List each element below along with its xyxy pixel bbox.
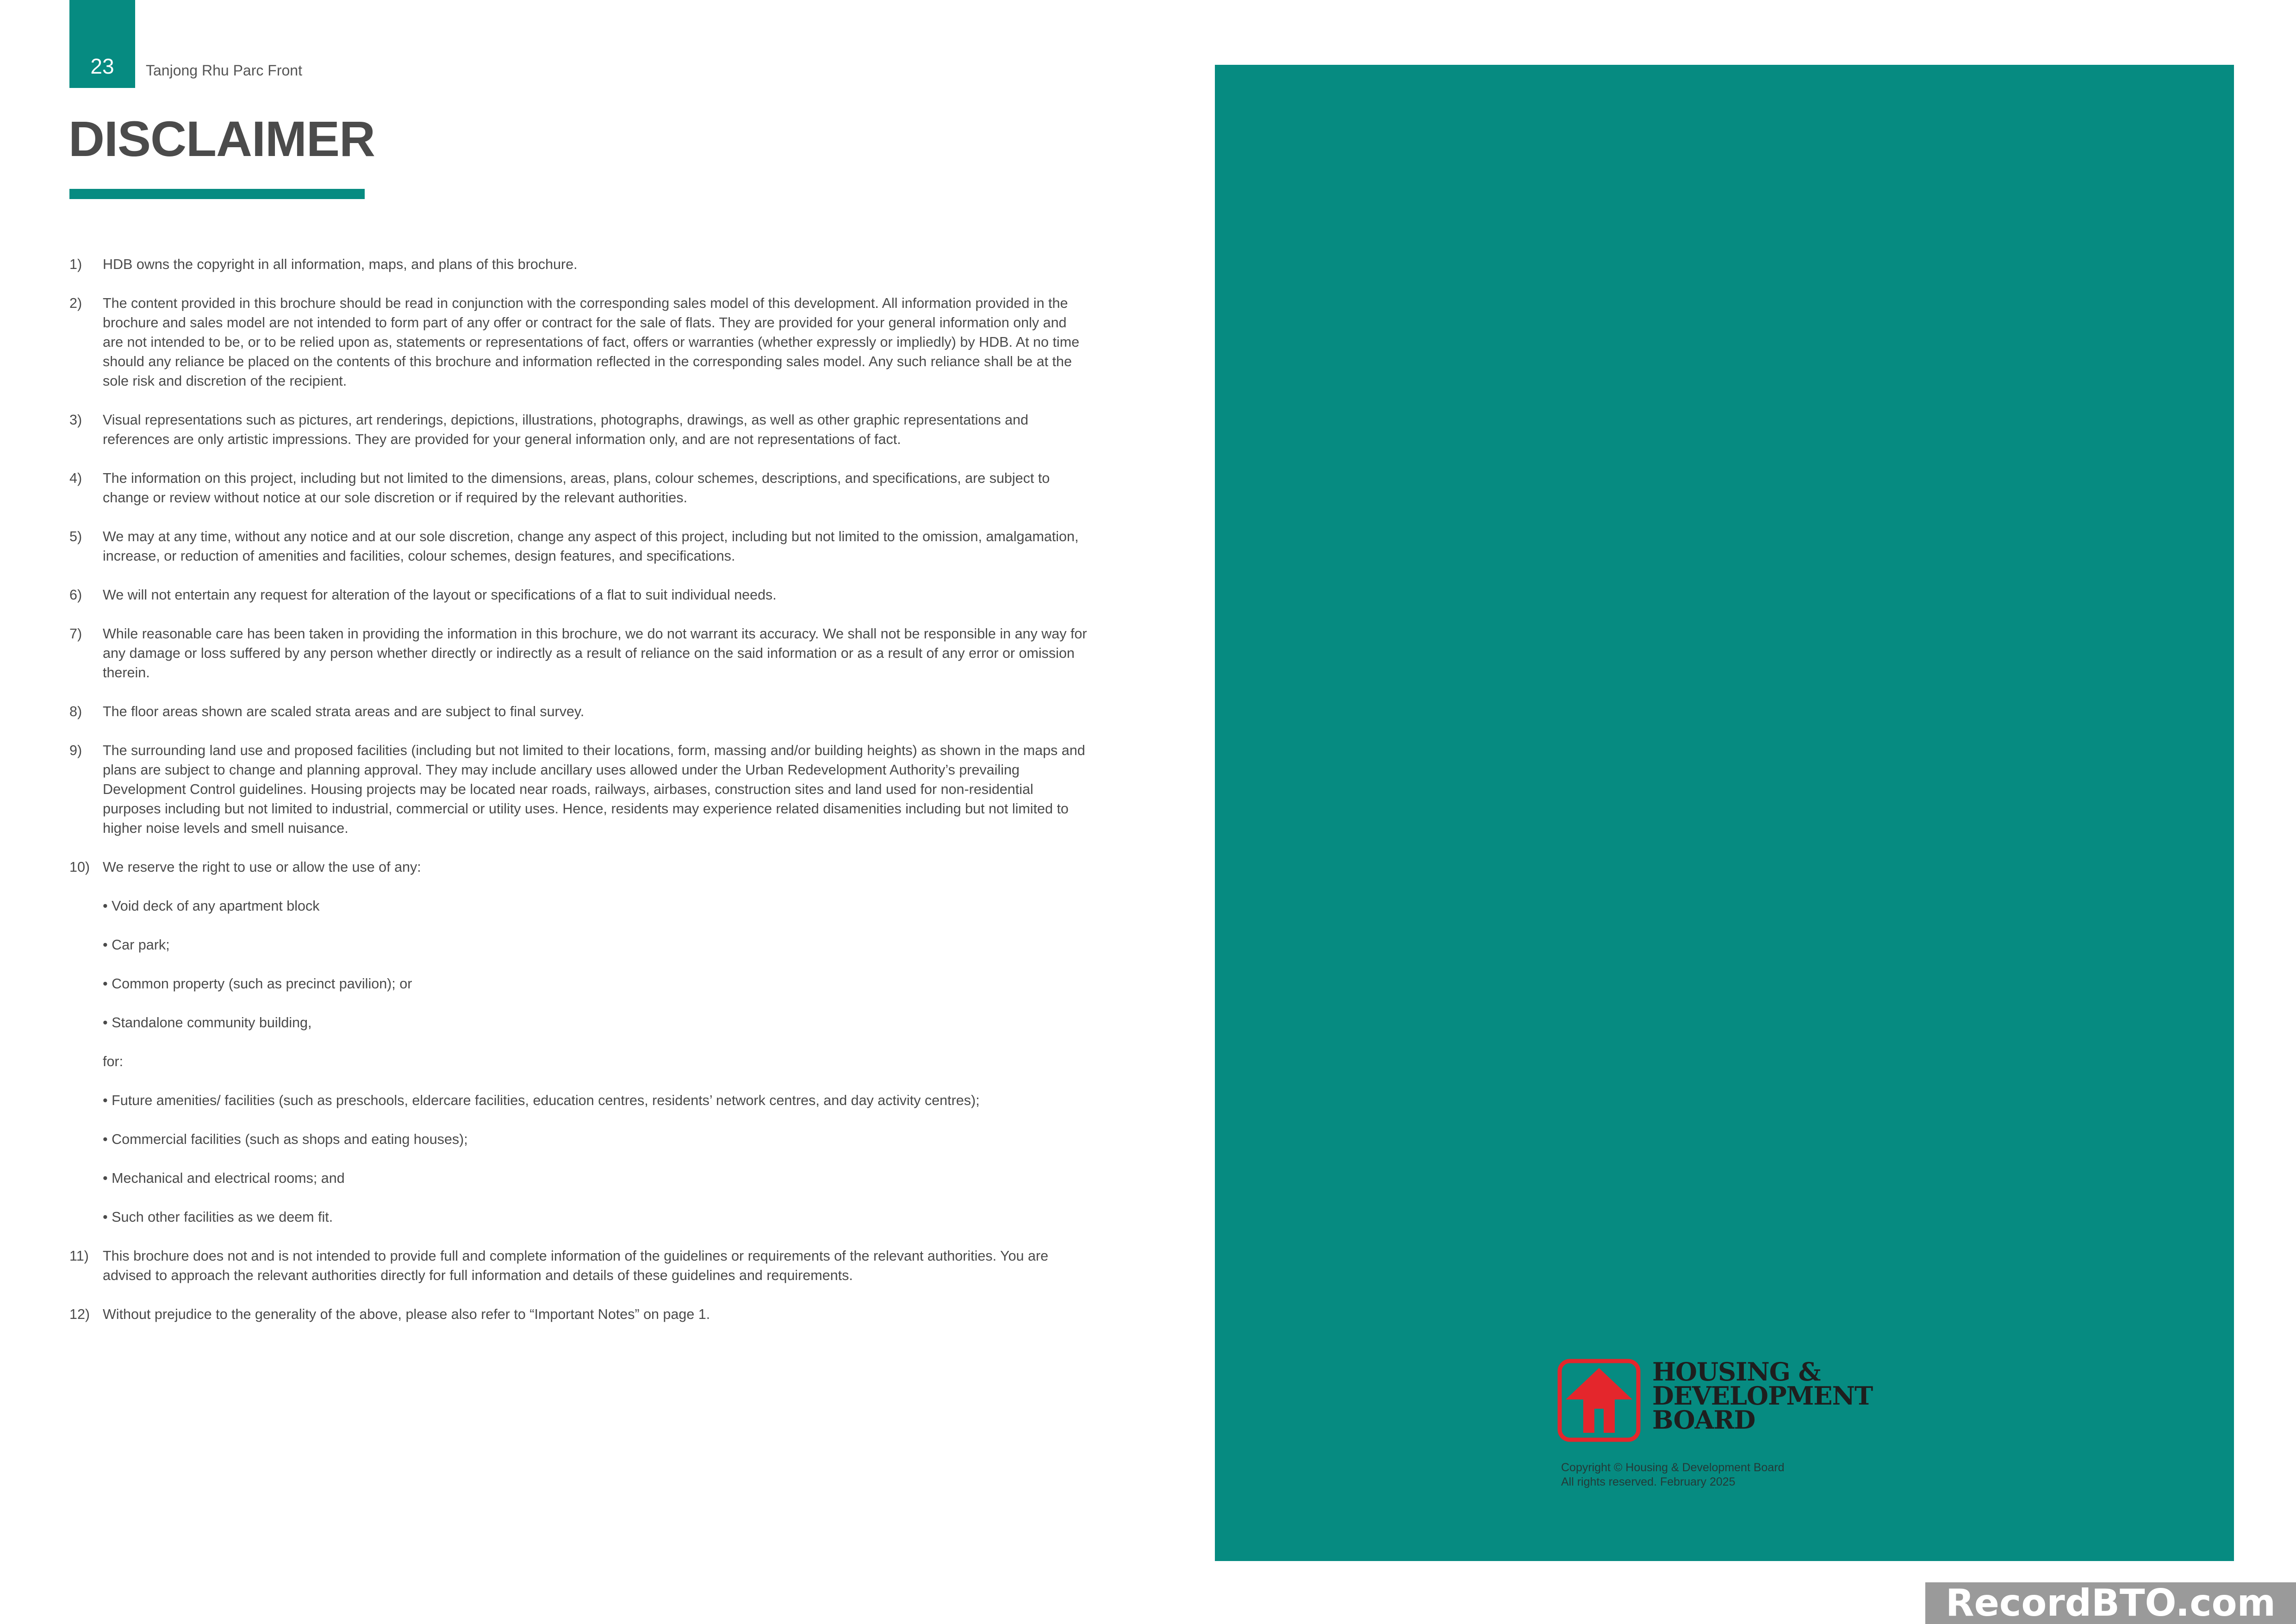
clause-10-purpose: • Commercial facilities (such as shops and eating houses); xyxy=(103,1131,468,1147)
clause-number: 4) xyxy=(69,470,82,486)
clause-number: 6) xyxy=(69,587,82,603)
clause-number: 3) xyxy=(69,412,82,428)
clause-number: 7) xyxy=(69,626,82,642)
clause-5 xyxy=(69,527,1088,566)
clause-10 xyxy=(69,857,1088,1227)
back-cover-panel xyxy=(1215,65,2234,1561)
hdb-house-arrow-icon xyxy=(1557,1359,1641,1442)
clause-3 xyxy=(69,410,1088,449)
clause-number: 2) xyxy=(69,295,82,311)
clause-text: This brochure does not and is not intended to provide full and complete information of the guidelines or requirements of the relevant authorities. You are advised to approach the relevant authorities directly for full information and details of these guidelines and requirements. xyxy=(103,1248,1049,1283)
logo-line-1: HOUSING & xyxy=(1652,1357,1821,1387)
clause-text: The surrounding land use and proposed facilities (including but not limited to their locations, form, massing and/or building heights) as shown in the maps and plans are subject to change and planning approval. They may include ancillary uses allowed under the Urban Redevelopment Authority’s prevailing Development Control guidelines. Housing projects may be located near roads, railways, airbases, construction sites and land used for non-residential purposes including but not limited to industrial, commercial or utility uses. Hence, residents may experience related disamenities including but not limited to higher noise levels and smell nuisance. xyxy=(103,743,1085,836)
clause-7 xyxy=(69,624,1088,682)
clause-10-item: • Car park; xyxy=(103,937,170,953)
copyright-line-1: Copyright © Housing & Development Board xyxy=(1561,1461,1785,1474)
clause-text: We reserve the right to use or allow the use of any: xyxy=(103,859,421,875)
clause-text: Visual representations such as pictures, art renderings, depictions, illustrations, photographs, drawings, as well as other graphic representations and references are only artistic impressions. They are provided for your general information only, and are not representations of fact. xyxy=(103,412,1028,447)
clause-number: 1) xyxy=(69,256,82,272)
clause-number: 12) xyxy=(69,1306,90,1322)
clause-4 xyxy=(69,468,1088,507)
clause-10-item: • Common property (such as precinct pavilion); or xyxy=(103,976,412,992)
page-heading: DISCLAIMER xyxy=(68,111,375,167)
clause-9 xyxy=(69,741,1088,838)
clause-10-purpose: • Such other facilities as we deem fit. xyxy=(103,1209,333,1225)
clause-text: Without prejudice to the generality of the above, please also refer to “Important Notes” on page 1. xyxy=(103,1306,710,1322)
copyright-notice xyxy=(1561,1461,1785,1489)
document-title: Tanjong Rhu Parc Front xyxy=(146,62,302,79)
clause-1 xyxy=(69,255,1088,274)
clause-number: 5) xyxy=(69,529,82,544)
clause-11 xyxy=(69,1246,1088,1285)
clause-10-purpose: • Future amenities/ facilities (such as preschools, eldercare facilities, education centres, residents’ network centres, and day activity centres); xyxy=(103,1093,980,1108)
logo-line-2: DEVELOPMENT xyxy=(1652,1381,1873,1411)
hdb-logo-wordmark xyxy=(1652,1357,1873,1435)
clause-text: The content provided in this brochure should be read in conjunction with the corresponding sales model of this development. All information provided in the brochure and sales model are not intended to form part of any offer or contract for the sale of flats. They are provided for your general information only and are not intended to be, or to be relied upon as, statements or representations of fact, offers or warranties (whether expressly or impliedly) by HDB. At no time should any reliance be placed on the contents of this brochure and information reflected in the corresponding sales model. Any such reliance shall be at the sole risk and discretion of the recipient. xyxy=(103,295,1080,389)
clause-2 xyxy=(69,294,1088,391)
copyright-line-2: All rights reserved. February 2025 xyxy=(1561,1475,1736,1488)
clause-8 xyxy=(69,702,1088,721)
clause-12 xyxy=(69,1305,1088,1324)
clause-text: The floor areas shown are scaled strata areas and are subject to final survey. xyxy=(103,704,585,719)
disclaimer-list xyxy=(69,255,1088,1343)
watermark: RecordBTO.com xyxy=(1925,1582,2296,1624)
clause-text: HDB owns the copyright in all information, maps, and plans of this brochure. xyxy=(103,256,578,272)
clause-text: The information on this project, including but not limited to the dimensions, areas, plans, colour schemes, descriptions, and specifications, are subject to change or review without notice at our sole discretion or if required by the relevant authorities. xyxy=(103,470,1050,506)
hdb-logo xyxy=(1557,1359,1900,1442)
page-number-badge: 23 xyxy=(69,0,135,88)
clause-10-item: • Void deck of any apartment block xyxy=(103,898,320,914)
clause-number: 9) xyxy=(69,743,82,758)
clause-text: We may at any time, without any notice and at our sole discretion, change any aspect of this project, including but not limited to the omission, amalgamation, increase, or reduction of amenities and facilities, colour schemes, design features, and specifications. xyxy=(103,529,1079,564)
clause-text: While reasonable care has been taken in providing the information in this brochure, we do not warrant its accuracy. We shall not be responsible in any way for any damage or loss suffered by any person whether directly or indirectly as a result of reliance on the said information or as a result of any error or omission therein. xyxy=(103,626,1087,681)
clause-number: 8) xyxy=(69,704,82,719)
clause-10-for: for: xyxy=(103,1054,124,1069)
logo-line-3: BOARD xyxy=(1652,1405,1755,1435)
clause-6 xyxy=(69,585,1088,605)
clause-text: We will not entertain any request for alteration of the layout or specifications of a flat to suit individual needs. xyxy=(103,587,777,603)
heading-underline xyxy=(69,189,365,199)
clause-10-item: • Standalone community building, xyxy=(103,1015,312,1031)
clause-10-purpose: • Mechanical and electrical rooms; and xyxy=(103,1170,345,1186)
clause-number: 11) xyxy=(69,1248,89,1264)
clause-number: 10) xyxy=(69,859,90,875)
